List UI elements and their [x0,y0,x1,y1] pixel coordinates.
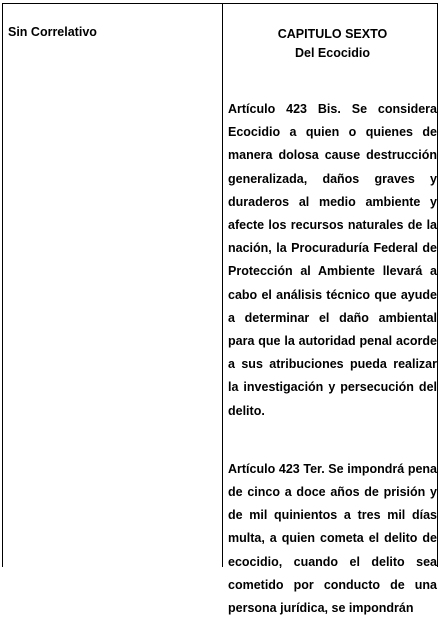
column-divider [222,4,223,567]
article-423-bis: Artículo 423 Bis. Se considera Ecocidio a quien o quienes de manera dolosa cause destrucción generalizada, daños graves y duraderos al medio ambiente y afecte los recursos naturales de la nación, la Procuraduría Federal de Protección al Ambiente llevará a cabo el análisis técnico que ayude a determinar el daño ambiental para que la autoridad penal acorde a sus atribuciones pueda realizar la investigación y persecución del delito. [228,102,437,418]
chapter-subtitle: Del Ecocidio [294,46,371,60]
spacer [228,63,437,98]
left-cell-text: Sin Correlativo [8,25,97,39]
comparison-table [2,3,438,616]
article-423-ter: Artículo 423 Ter. Se impondrá pena de cinco a doce años de prisión y de mil quinientos a tres mil días multa, a quien cometa el delito de ecocidio, cuando el delito sea cometido por conducto de una persona jurídica, se impondrán [228,461,437,616]
spacer [228,423,437,458]
right-cell [228,25,437,620]
chapter-title: CAPITULO SEXTO [277,27,388,41]
